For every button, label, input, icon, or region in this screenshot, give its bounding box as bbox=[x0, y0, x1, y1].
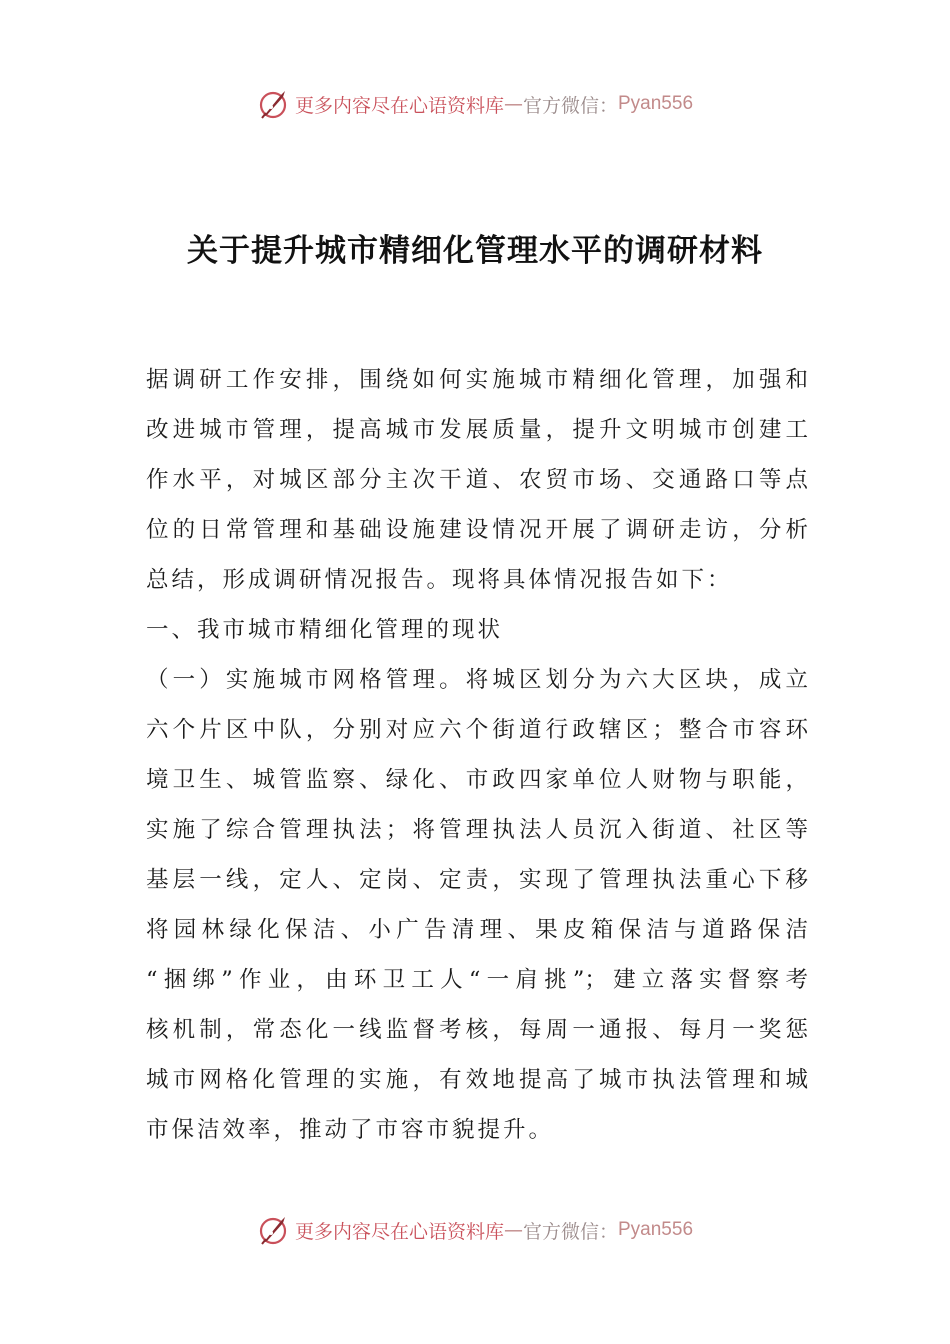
watermark-wechat-id: Pyan556 bbox=[618, 93, 694, 114]
body-line: 将园林绿化保洁、小广告清理、果皮箱保洁与道路保洁 bbox=[146, 917, 808, 943]
quill-pen-logo-icon bbox=[257, 87, 291, 121]
watermark-dash: — bbox=[503, 1219, 523, 1241]
section-heading: 一、我市城市精细化管理的现状 bbox=[146, 617, 504, 643]
footer-watermark bbox=[0, 1210, 950, 1250]
watermark-official-label: 官方微信： bbox=[522, 1220, 618, 1243]
document-body bbox=[146, 355, 808, 1155]
body-line: 市保洁效率，推动了市容市貌提升。 bbox=[146, 1117, 555, 1143]
body-line: 作水平，对城区部分主次干道、农贸市场、交通路口等点 bbox=[146, 467, 808, 493]
body-line: 总结，形成调研情况报告。现将具体情况报告如下： bbox=[146, 567, 733, 593]
body-line: 据调研工作安排，围绕如何实施城市精细化管理，加强和 bbox=[146, 367, 808, 393]
body-line: “捆绑”作业，由环卫工人“一肩挑”；建立落实督察考 bbox=[146, 967, 808, 993]
body-line: 核机制，常态化一线监督考核，每周一通报、每月一奖惩 bbox=[146, 1017, 808, 1043]
watermark-brand: 更多内容尽在心语资料库 bbox=[294, 1220, 504, 1243]
watermark-official-label: 官方微信： bbox=[522, 94, 618, 117]
body-line: 实施了综合管理执法；将管理执法人员沉入街道、社区等 bbox=[146, 817, 808, 843]
body-line: 位的日常管理和基础设施建设情况开展了调研走访，分析 bbox=[146, 517, 808, 543]
body-line: 境卫生、城管监察、绿化、市政四家单位人财物与职能， bbox=[146, 767, 808, 793]
body-line: 改进城市管理，提高城市发展质量，提升文明城市创建工 bbox=[146, 417, 808, 443]
watermark-dash: — bbox=[503, 93, 523, 115]
body-line: 六个片区中队，分别对应六个街道行政辖区；整合市容环 bbox=[146, 717, 808, 743]
header-watermark bbox=[0, 84, 950, 124]
body-line: 基层一线，定人、定岗、定责，实现了管理执法重心下移 bbox=[146, 867, 808, 893]
body-line: 城市网格化管理的实施，有效地提高了城市执法管理和城 bbox=[146, 1067, 808, 1093]
watermark-wechat-id: Pyan556 bbox=[618, 1219, 694, 1240]
watermark-brand: 更多内容尽在心语资料库 bbox=[294, 94, 504, 117]
document-title: 关于提升城市精细化管理水平的调研材料 bbox=[187, 233, 763, 269]
body-line: （一）实施城市网格管理。将城区划分为六大区块，成立 bbox=[146, 667, 808, 693]
quill-pen-logo-icon bbox=[257, 1213, 291, 1247]
